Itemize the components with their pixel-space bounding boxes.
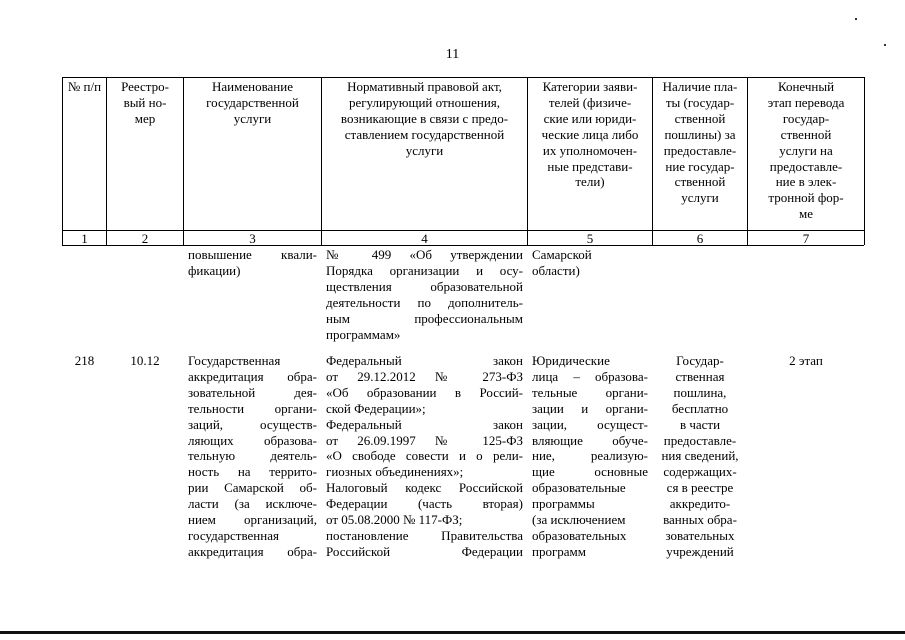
- continuation-service-name: повышение квали- фикации): [188, 247, 317, 278]
- legal-act: Федеральный закон от 29.12.2012 № 273-ФЗ «Об образовании в Россий- ской Федерации»; Федеральный закон от 26.09.1997 № 125-ФЗ «О свободе совести и о рели- гиозных объединениях»; Налоговый кодекс Российской Федерации (часть вторая) от 05.08.2000 № 117-ФЗ; постановление Правительства Российской Федерации: [326, 353, 523, 559]
- final-stage: 2 этап: [789, 353, 823, 368]
- header-legal-act: Нормативный правовой акт, регулирующий отношения, возникающие в связи с предо- ставлением государственной услуги: [340, 79, 509, 158]
- applicants: Юридические лица – образова- тельные органи- зации и органи- зации, осущест- вляющие обуче- ние, реализую- щие основные образовательные программы (за исключением образовательных программ: [532, 353, 648, 559]
- registry-number: 10.12: [130, 353, 160, 368]
- scan-bottom-edge: [0, 631, 905, 634]
- table-right-border: [864, 77, 865, 245]
- service-name: Государственная аккредитация обра- зовательной дея- тельности органи- заций, осуществ- ляющих образова- тельную деятель- ность на террито- рии Самарской об- ласти (за исключе- нием организаций, государственная аккредитация обра-: [188, 353, 317, 559]
- header-applicants: Категории заяви- телей (физиче- ские или юриди- ческие лица либо их уполномочен- ные представи- тели): [541, 79, 639, 190]
- continuation-applicants: Самарской области): [532, 247, 592, 278]
- column-number: 3: [249, 231, 256, 246]
- header-service-name: Наименование государственной услуги: [206, 79, 299, 126]
- header-number: № п/п: [67, 79, 102, 94]
- column-number: 2: [141, 231, 149, 246]
- page-number: 11: [445, 47, 460, 62]
- header-registry: Реестро- вый но- мер: [121, 79, 169, 126]
- scan-speck: [855, 18, 857, 20]
- column-number: 7: [802, 231, 810, 246]
- table-left-border: [62, 77, 63, 245]
- column-number: 5: [586, 231, 594, 246]
- header-fee: Наличие пла- ты (государ- ственной пошлины) за предоставле- ние государ- ственной услуги: [662, 79, 738, 206]
- scan-speck: [884, 44, 886, 46]
- column-number: 1: [81, 231, 88, 246]
- header-final-stage: Конечный этап перевода государ- ственной услуги на предоставле- ние в элек- тронной фор- ме: [767, 79, 845, 222]
- column-number: 6: [696, 231, 704, 246]
- fee: Государ- ственная пошлина, бесплатно в части предоставле- ния сведений, содержащих- ся в реестре аккредито- ванных обра- зовательных учреждений: [661, 353, 739, 559]
- row-number: 218: [74, 353, 95, 368]
- continuation-legal-act: № 499 «Об утверждении Порядка организации и осу- ществления образовательной деятельности по дополнитель- ным профессиональным программам»: [326, 247, 523, 342]
- column-number: 4: [421, 231, 428, 246]
